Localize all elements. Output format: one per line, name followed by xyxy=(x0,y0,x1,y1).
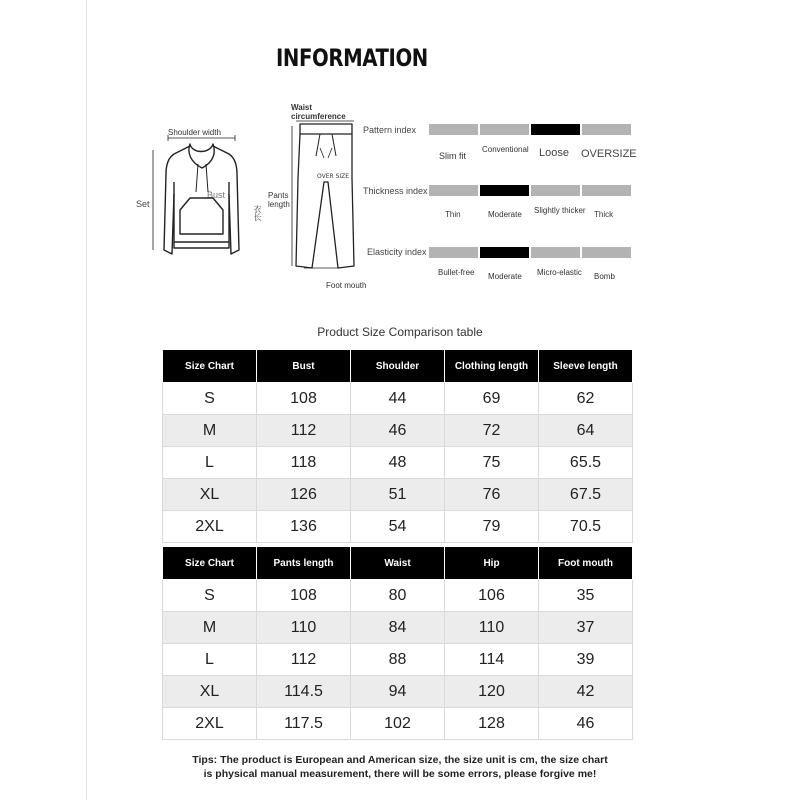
table-cell: 64 xyxy=(539,415,633,447)
table-cell: 114 xyxy=(445,644,539,676)
table-cell: M xyxy=(163,415,257,447)
table-cell: M xyxy=(163,612,257,644)
elasticity-index-label: Elasticity index xyxy=(367,247,427,257)
table-cell: 42 xyxy=(539,676,633,708)
table-cell: 46 xyxy=(539,708,633,740)
table-row xyxy=(163,479,633,511)
table-cell: 75 xyxy=(445,447,539,479)
waist-label: Waist circumference xyxy=(291,103,346,121)
table-cell: S xyxy=(163,383,257,415)
sleeve-label: 衣长 xyxy=(253,205,262,221)
table-cell: 79 xyxy=(445,511,539,543)
thickness-index-label: Thickness index xyxy=(363,186,428,196)
table-cell: 39 xyxy=(539,644,633,676)
table-row xyxy=(163,644,633,676)
header-cell: Clothing length xyxy=(445,350,539,383)
pants-length-label: Pants length xyxy=(268,191,290,209)
elasticity-bar-2-selected xyxy=(480,247,529,258)
table-cell: S xyxy=(163,580,257,612)
pattern-option-1: Slim fit xyxy=(439,151,466,161)
pattern-option-2: Conventional xyxy=(482,145,529,154)
header-cell: Shoulder xyxy=(351,350,445,383)
table-cell: 102 xyxy=(351,708,445,740)
header-cell: Sleeve length xyxy=(539,350,633,383)
thickness-bar-1 xyxy=(429,185,478,196)
pattern-option-4: OVERSIZE xyxy=(581,148,637,160)
elasticity-bar-1 xyxy=(429,247,478,258)
bust-label: Bust xyxy=(207,190,226,200)
pattern-bar-1 xyxy=(429,124,478,135)
table-cell: L xyxy=(163,644,257,676)
pants-drawing xyxy=(290,118,370,288)
header-cell: Foot mouth xyxy=(539,547,633,580)
header-cell: Size Chart xyxy=(163,547,257,580)
table-cell: 88 xyxy=(351,644,445,676)
table-cell: XL xyxy=(163,479,257,511)
table-cell: 51 xyxy=(351,479,445,511)
table-cell: 62 xyxy=(539,383,633,415)
table-cell: 80 xyxy=(351,580,445,612)
table-cell: 48 xyxy=(351,447,445,479)
table-cell: 2XL xyxy=(163,708,257,740)
table-cell: 120 xyxy=(445,676,539,708)
hoodie-drawing xyxy=(140,134,270,264)
table-header-row xyxy=(163,350,633,383)
table-cell: 76 xyxy=(445,479,539,511)
pattern-bar-2 xyxy=(480,124,529,135)
table-cell: 72 xyxy=(445,415,539,447)
elasticity-bar-4 xyxy=(582,247,631,258)
pattern-bar-3-selected xyxy=(531,124,580,135)
header-cell: Size Chart xyxy=(163,350,257,383)
left-divider xyxy=(86,0,87,800)
table-cell: 84 xyxy=(351,612,445,644)
tips-line-2: is physical manual measurement, there will be some errors, please forgive me! xyxy=(203,768,597,780)
thickness-option-1: Thin xyxy=(445,210,461,219)
table-cell: 108 xyxy=(257,383,351,415)
header-cell: Bust xyxy=(257,350,351,383)
table-cell: 128 xyxy=(445,708,539,740)
top-size-table xyxy=(162,349,633,543)
thickness-option-3: Slightly thicker xyxy=(534,206,586,215)
thickness-bar-3 xyxy=(531,185,580,196)
table-cell: 117.5 xyxy=(257,708,351,740)
header-cell: Pants length xyxy=(257,547,351,580)
table-cell: 2XL xyxy=(163,511,257,543)
table-row xyxy=(163,676,633,708)
elasticity-option-3: Micro-elastic xyxy=(537,268,582,277)
table-cell: 110 xyxy=(445,612,539,644)
elasticity-option-1: Bullet-free xyxy=(438,268,475,277)
elasticity-option-4: Bomb xyxy=(594,272,615,281)
shoulder-width-label: Shoulder width xyxy=(168,128,221,137)
table-cell: 37 xyxy=(539,612,633,644)
table-cell: L xyxy=(163,447,257,479)
table-cell: 44 xyxy=(351,383,445,415)
pattern-bar-4 xyxy=(582,124,631,135)
table-row xyxy=(163,415,633,447)
table-cell: 112 xyxy=(257,415,351,447)
table-cell: 114.5 xyxy=(257,676,351,708)
bottom-size-table xyxy=(162,546,633,740)
page-title: INFORMATION xyxy=(276,44,428,72)
pants-print-text: OVER SIZE xyxy=(317,173,350,180)
tips-line-1: Tips: The product is European and American size, the size unit is cm, the size chart xyxy=(192,754,608,766)
table-cell: XL xyxy=(163,676,257,708)
table-cell: 94 xyxy=(351,676,445,708)
table-cell: 118 xyxy=(257,447,351,479)
table-cell: 126 xyxy=(257,479,351,511)
table-cell: 69 xyxy=(445,383,539,415)
table-cell: 112 xyxy=(257,644,351,676)
table-cell: 106 xyxy=(445,580,539,612)
table-cell: 110 xyxy=(257,612,351,644)
header-cell: Hip xyxy=(445,547,539,580)
foot-mouth-label: Foot mouth xyxy=(326,281,367,290)
table-cell: 108 xyxy=(257,580,351,612)
table-subtitle: Product Size Comparison table xyxy=(317,325,483,339)
pattern-index-label: Pattern index xyxy=(363,125,417,135)
table-header-row xyxy=(163,547,633,580)
pattern-option-3: Loose xyxy=(539,147,569,159)
header-cell: Waist xyxy=(351,547,445,580)
thickness-bar-2-selected xyxy=(480,185,529,196)
elasticity-bar-3 xyxy=(531,247,580,258)
table-row xyxy=(163,511,633,543)
table-cell: 70.5 xyxy=(539,511,633,543)
table-row xyxy=(163,580,633,612)
thickness-option-4: Thick xyxy=(594,210,614,219)
elasticity-option-2: Moderate xyxy=(488,272,522,281)
table-row xyxy=(163,383,633,415)
set-label: Set xyxy=(136,199,150,209)
thickness-bar-4 xyxy=(582,185,631,196)
table-row xyxy=(163,708,633,740)
tips-note xyxy=(0,753,800,781)
thickness-option-2: Moderate xyxy=(488,210,522,219)
table-row xyxy=(163,447,633,479)
table-cell: 67.5 xyxy=(539,479,633,511)
table-cell: 46 xyxy=(351,415,445,447)
table-cell: 35 xyxy=(539,580,633,612)
table-cell: 65.5 xyxy=(539,447,633,479)
table-cell: 136 xyxy=(257,511,351,543)
table-cell: 54 xyxy=(351,511,445,543)
table-row xyxy=(163,612,633,644)
